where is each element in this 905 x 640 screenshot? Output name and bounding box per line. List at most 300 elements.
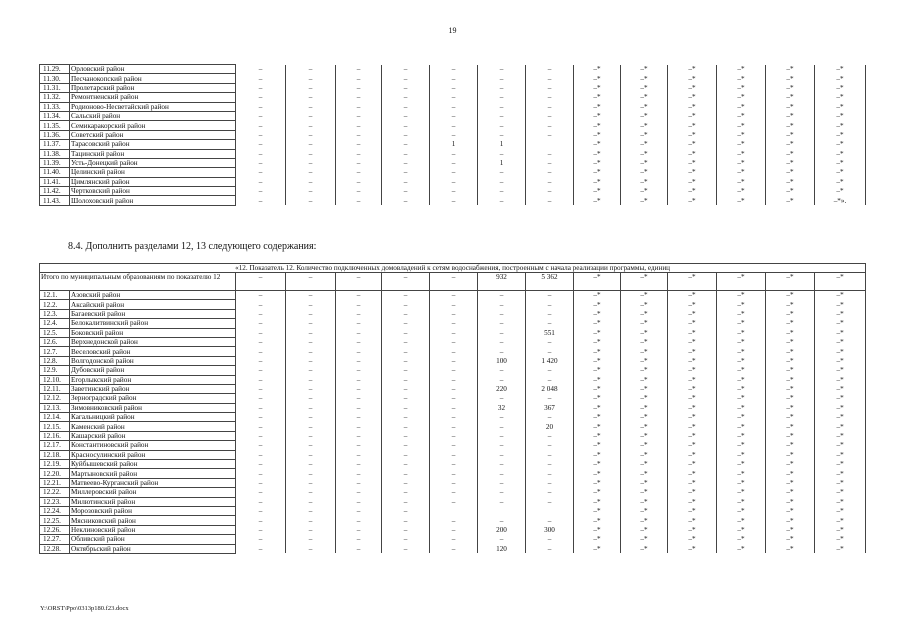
value-cell: –* xyxy=(668,478,717,487)
value-cell: –* xyxy=(668,460,717,469)
value-cell: –* xyxy=(766,111,815,120)
district-name: Родионово-Несветайский район xyxy=(70,102,236,111)
value-cell: –* xyxy=(717,121,766,130)
row-number: 12.15. xyxy=(40,422,70,431)
value-cell: – xyxy=(526,309,574,318)
value-cell: – xyxy=(286,149,336,158)
table-row xyxy=(40,441,866,450)
row-number: 12.16. xyxy=(40,431,70,440)
value-cell: – xyxy=(478,130,526,139)
value-cell: –* xyxy=(668,168,717,177)
value-cell: – xyxy=(382,544,430,553)
value-cell: –* xyxy=(815,177,866,186)
value-cell: –* xyxy=(717,65,766,74)
value-cell: – xyxy=(478,121,526,130)
value-cell: – xyxy=(236,469,286,478)
value-cell: – xyxy=(236,74,286,83)
value-cell: – xyxy=(478,375,526,384)
value-cell: –* xyxy=(717,413,766,422)
value-cell: –* xyxy=(815,149,866,158)
table-row xyxy=(40,356,866,365)
value-cell: – xyxy=(236,525,286,534)
value-cell: – xyxy=(286,478,336,487)
value-cell: –* xyxy=(621,431,668,440)
value-cell: –* xyxy=(621,469,668,478)
value-cell: – xyxy=(336,394,382,403)
value-cell: –* xyxy=(621,544,668,553)
value-cell: – xyxy=(382,83,430,92)
value-cell: – xyxy=(526,111,574,120)
value-cell: –* xyxy=(621,497,668,506)
row-number: 12.25. xyxy=(40,516,70,525)
intro-text: 8.4. Дополнить разделами 12, 13 следующего содержания: xyxy=(68,241,317,252)
value-cell: – xyxy=(430,497,478,506)
table-row xyxy=(40,375,866,384)
value-cell: – xyxy=(382,102,430,111)
value-cell: –* xyxy=(621,366,668,375)
value-cell: – xyxy=(336,140,382,149)
value-cell: – xyxy=(286,516,336,525)
value-cell: –* xyxy=(766,516,815,525)
value-cell: – xyxy=(236,403,286,412)
value-cell: –* xyxy=(766,177,815,186)
value-cell: – xyxy=(478,422,526,431)
value-cell: – xyxy=(430,478,478,487)
value-cell: – xyxy=(430,319,478,328)
value-cell: –* xyxy=(574,469,621,478)
value-cell: – xyxy=(430,413,478,422)
summary-value: – xyxy=(430,273,478,291)
value-cell: – xyxy=(286,544,336,553)
value-cell: – xyxy=(430,328,478,337)
value-cell: –* xyxy=(815,140,866,149)
value-cell: –* xyxy=(815,403,866,412)
value-cell: –* xyxy=(621,394,668,403)
value-cell: –* xyxy=(717,309,766,318)
value-cell: –* xyxy=(766,347,815,356)
value-cell: – xyxy=(430,309,478,318)
value-cell: –* xyxy=(815,291,866,300)
value-cell: – xyxy=(236,140,286,149)
value-cell: – xyxy=(430,469,478,478)
value-cell: – xyxy=(382,506,430,515)
table-row xyxy=(40,177,866,186)
row-number: 11.31. xyxy=(40,83,70,92)
value-cell: –* xyxy=(717,403,766,412)
row-number: 12.19. xyxy=(40,460,70,469)
table-row xyxy=(40,516,866,525)
value-cell: – xyxy=(430,65,478,74)
value-cell: – xyxy=(286,403,336,412)
value-cell: –* xyxy=(621,65,668,74)
value-cell: – xyxy=(286,535,336,544)
value-cell: –* xyxy=(717,460,766,469)
value-cell: –* xyxy=(574,375,621,384)
table-row xyxy=(40,413,866,422)
value-cell: – xyxy=(236,83,286,92)
value-cell: – xyxy=(430,158,478,167)
value-cell: – xyxy=(286,93,336,102)
value-cell: – xyxy=(382,375,430,384)
value-cell: –* xyxy=(574,130,621,139)
value-cell: –* xyxy=(766,309,815,318)
value-cell: –* xyxy=(621,422,668,431)
summary-value: –* xyxy=(621,273,668,291)
table-row xyxy=(40,525,866,534)
value-cell: – xyxy=(382,469,430,478)
value-cell: – xyxy=(236,516,286,525)
value-cell: – xyxy=(526,168,574,177)
value-cell: –* xyxy=(621,347,668,356)
value-cell: – xyxy=(336,93,382,102)
value-cell: –* xyxy=(815,460,866,469)
value-cell: –* xyxy=(574,356,621,365)
value-cell: – xyxy=(286,168,336,177)
value-cell: – xyxy=(236,187,286,196)
value-cell: – xyxy=(236,102,286,111)
table-row xyxy=(40,544,866,553)
value-cell: –* xyxy=(668,291,717,300)
row-number: 11.37. xyxy=(40,140,70,149)
value-cell: –* xyxy=(815,319,866,328)
value-cell: –* xyxy=(668,149,717,158)
value-cell: – xyxy=(430,422,478,431)
value-cell: –* xyxy=(766,300,815,309)
value-cell: 1 xyxy=(430,140,478,149)
value-cell: – xyxy=(336,488,382,497)
value-cell: – xyxy=(430,74,478,83)
value-cell: – xyxy=(478,149,526,158)
value-cell: – xyxy=(236,291,286,300)
table-row xyxy=(40,309,866,318)
value-cell: – xyxy=(336,460,382,469)
value-cell: 20 xyxy=(526,422,574,431)
value-cell: –* xyxy=(668,506,717,515)
row-number: 11.39. xyxy=(40,158,70,167)
value-cell: – xyxy=(382,403,430,412)
value-cell: – xyxy=(236,544,286,553)
value-cell: –* xyxy=(621,196,668,205)
value-cell: –* xyxy=(668,309,717,318)
value-cell: – xyxy=(336,441,382,450)
row-number: 12.20. xyxy=(40,469,70,478)
value-cell: 220 xyxy=(478,384,526,393)
value-cell: – xyxy=(336,431,382,440)
value-cell: –* xyxy=(668,337,717,346)
value-cell: – xyxy=(526,450,574,459)
value-cell: –* xyxy=(574,102,621,111)
value-cell: –* xyxy=(668,83,717,92)
value-cell: – xyxy=(430,394,478,403)
value-cell: – xyxy=(430,196,478,205)
value-cell: –* xyxy=(717,111,766,120)
row-number: 12.6. xyxy=(40,337,70,346)
value-cell: –* xyxy=(621,140,668,149)
value-cell: –* xyxy=(815,497,866,506)
value-cell: –* xyxy=(766,158,815,167)
value-cell: –* xyxy=(574,121,621,130)
value-cell: – xyxy=(286,140,336,149)
value-cell: –* xyxy=(574,319,621,328)
table-row xyxy=(40,469,866,478)
value-cell: –* xyxy=(717,130,766,139)
value-cell: –* xyxy=(815,102,866,111)
value-cell: –* xyxy=(766,83,815,92)
value-cell: – xyxy=(430,93,478,102)
value-cell: – xyxy=(286,469,336,478)
table-row xyxy=(40,158,866,167)
table-row xyxy=(40,74,866,83)
table-row xyxy=(40,196,866,205)
value-cell: – xyxy=(286,102,336,111)
value-cell: – xyxy=(236,488,286,497)
value-cell: –* xyxy=(574,93,621,102)
value-cell: – xyxy=(336,544,382,553)
district-name: Октябрьский район xyxy=(70,544,236,553)
value-cell: – xyxy=(430,121,478,130)
district-name: Чертковский район xyxy=(70,187,236,196)
value-cell: – xyxy=(236,394,286,403)
value-cell: –* xyxy=(621,121,668,130)
value-cell: 32 xyxy=(478,403,526,412)
value-cell: –* xyxy=(815,488,866,497)
value-cell: – xyxy=(236,111,286,120)
value-cell: –* xyxy=(621,413,668,422)
summary-value: –* xyxy=(574,273,621,291)
value-cell: –* xyxy=(815,93,866,102)
value-cell: – xyxy=(478,177,526,186)
value-cell: –* xyxy=(815,130,866,139)
value-cell: –* xyxy=(717,337,766,346)
table-row xyxy=(40,121,866,130)
value-cell: 120 xyxy=(478,544,526,553)
value-cell: –* xyxy=(668,413,717,422)
value-cell: – xyxy=(478,366,526,375)
value-cell: – xyxy=(286,384,336,393)
value-cell: –* xyxy=(815,450,866,459)
value-cell: – xyxy=(382,158,430,167)
value-cell: – xyxy=(236,535,286,544)
table-row xyxy=(40,347,866,356)
value-cell: – xyxy=(286,375,336,384)
value-cell: – xyxy=(526,300,574,309)
value-cell: –* xyxy=(717,375,766,384)
value-cell: – xyxy=(382,516,430,525)
value-cell: –* xyxy=(815,375,866,384)
value-cell: –* xyxy=(574,158,621,167)
value-cell: – xyxy=(430,83,478,92)
value-cell: –* xyxy=(668,497,717,506)
value-cell: – xyxy=(478,478,526,487)
value-cell: – xyxy=(526,478,574,487)
value-cell: – xyxy=(286,413,336,422)
value-cell: –* xyxy=(815,478,866,487)
value-cell: – xyxy=(236,347,286,356)
value-cell: – xyxy=(236,497,286,506)
table-row xyxy=(40,319,866,328)
value-cell: – xyxy=(382,450,430,459)
value-cell: –* xyxy=(621,319,668,328)
value-cell: – xyxy=(236,478,286,487)
value-cell: –* xyxy=(668,328,717,337)
value-cell: – xyxy=(382,196,430,205)
value-cell: – xyxy=(430,460,478,469)
value-cell: –* xyxy=(717,149,766,158)
district-name: Милютинский район xyxy=(70,497,236,506)
row-number: 12.26. xyxy=(40,525,70,534)
value-cell: –* xyxy=(717,291,766,300)
value-cell: –* xyxy=(668,319,717,328)
value-cell: – xyxy=(430,168,478,177)
summary-value: – xyxy=(382,273,430,291)
value-cell: –*». xyxy=(815,196,866,205)
value-cell: – xyxy=(336,525,382,534)
value-cell: –* xyxy=(717,300,766,309)
value-cell: – xyxy=(236,158,286,167)
value-cell: – xyxy=(286,450,336,459)
value-cell: – xyxy=(526,394,574,403)
value-cell: –* xyxy=(621,309,668,318)
table-row xyxy=(40,403,866,412)
district-name: Пролетарский район xyxy=(70,83,236,92)
summary-row xyxy=(40,273,866,291)
value-cell: –* xyxy=(574,111,621,120)
value-cell: – xyxy=(286,328,336,337)
value-cell: –* xyxy=(717,187,766,196)
value-cell: – xyxy=(286,394,336,403)
value-cell: –* xyxy=(668,535,717,544)
table-row xyxy=(40,535,866,544)
table-row xyxy=(40,140,866,149)
district-name: Семикаракорский район xyxy=(70,121,236,130)
value-cell: – xyxy=(478,65,526,74)
value-cell: – xyxy=(430,525,478,534)
value-cell: – xyxy=(236,149,286,158)
row-number: 12.5. xyxy=(40,328,70,337)
value-cell: – xyxy=(336,83,382,92)
value-cell: 551 xyxy=(526,328,574,337)
value-cell: – xyxy=(478,168,526,177)
value-cell: –* xyxy=(621,291,668,300)
value-cell: –* xyxy=(621,300,668,309)
district-name: Орловский район xyxy=(70,65,236,74)
district-name: Боковский район xyxy=(70,328,236,337)
value-cell: –* xyxy=(717,488,766,497)
value-cell: – xyxy=(478,431,526,440)
summary-value: –* xyxy=(766,273,815,291)
value-cell: –* xyxy=(668,366,717,375)
value-cell: –* xyxy=(621,168,668,177)
value-cell: –* xyxy=(717,328,766,337)
value-cell: –* xyxy=(766,337,815,346)
value-cell: 1 xyxy=(478,158,526,167)
value-cell: –* xyxy=(815,309,866,318)
value-cell: – xyxy=(286,121,336,130)
value-cell: – xyxy=(336,450,382,459)
value-cell: – xyxy=(382,525,430,534)
value-cell: – xyxy=(526,291,574,300)
row-number: 12.21. xyxy=(40,478,70,487)
value-cell: – xyxy=(430,111,478,120)
value-cell: –* xyxy=(574,460,621,469)
value-cell: –* xyxy=(668,121,717,130)
district-name: Мартыновский район xyxy=(70,469,236,478)
value-cell: –* xyxy=(815,111,866,120)
district-name: Каменский район xyxy=(70,422,236,431)
summary-value: –* xyxy=(717,273,766,291)
value-cell: –* xyxy=(717,450,766,459)
district-name: Багаевский район xyxy=(70,309,236,318)
value-cell: –* xyxy=(668,65,717,74)
row-number: 12.13. xyxy=(40,403,70,412)
value-cell: – xyxy=(526,102,574,111)
value-cell: –* xyxy=(574,196,621,205)
summary-value: –* xyxy=(668,273,717,291)
value-cell: –* xyxy=(621,535,668,544)
value-cell: –* xyxy=(717,497,766,506)
value-cell xyxy=(526,506,574,515)
value-cell: – xyxy=(382,93,430,102)
value-cell: – xyxy=(382,422,430,431)
value-cell: –* xyxy=(717,525,766,534)
value-cell: – xyxy=(430,488,478,497)
district-name: Зимовниковский район xyxy=(70,403,236,412)
value-cell: –* xyxy=(668,140,717,149)
value-cell: –* xyxy=(717,366,766,375)
value-cell: – xyxy=(336,158,382,167)
value-cell: – xyxy=(526,375,574,384)
value-cell: –* xyxy=(717,356,766,365)
value-cell: –* xyxy=(717,140,766,149)
value-cell: –* xyxy=(717,83,766,92)
value-cell: –* xyxy=(621,478,668,487)
value-cell: –* xyxy=(668,196,717,205)
value-cell: –* xyxy=(574,309,621,318)
value-cell: –* xyxy=(766,65,815,74)
value-cell: – xyxy=(382,535,430,544)
value-cell: –* xyxy=(815,516,866,525)
value-cell: –* xyxy=(815,65,866,74)
district-name: Аксайский район xyxy=(70,300,236,309)
value-cell: –* xyxy=(766,130,815,139)
value-cell: –* xyxy=(717,347,766,356)
value-cell: –* xyxy=(668,450,717,459)
value-cell: – xyxy=(236,460,286,469)
row-number: 12.4. xyxy=(40,319,70,328)
value-cell: – xyxy=(478,497,526,506)
value-cell: – xyxy=(478,300,526,309)
table-row xyxy=(40,111,866,120)
value-cell: –* xyxy=(574,74,621,83)
value-cell: –* xyxy=(766,149,815,158)
value-cell: – xyxy=(286,506,336,515)
value-cell: –* xyxy=(815,168,866,177)
district-name: Красносулинский район xyxy=(70,450,236,459)
value-cell: – xyxy=(336,356,382,365)
value-cell: 367 xyxy=(526,403,574,412)
value-cell: – xyxy=(286,347,336,356)
value-cell: – xyxy=(236,168,286,177)
value-cell: – xyxy=(430,300,478,309)
row-number: 12.22. xyxy=(40,488,70,497)
value-cell: – xyxy=(478,347,526,356)
district-name: Советский район xyxy=(70,130,236,139)
value-cell: –* xyxy=(717,422,766,431)
value-cell: – xyxy=(478,516,526,525)
value-cell: – xyxy=(430,130,478,139)
district-name: Белокалитвинский район xyxy=(70,319,236,328)
value-cell: –* xyxy=(574,177,621,186)
